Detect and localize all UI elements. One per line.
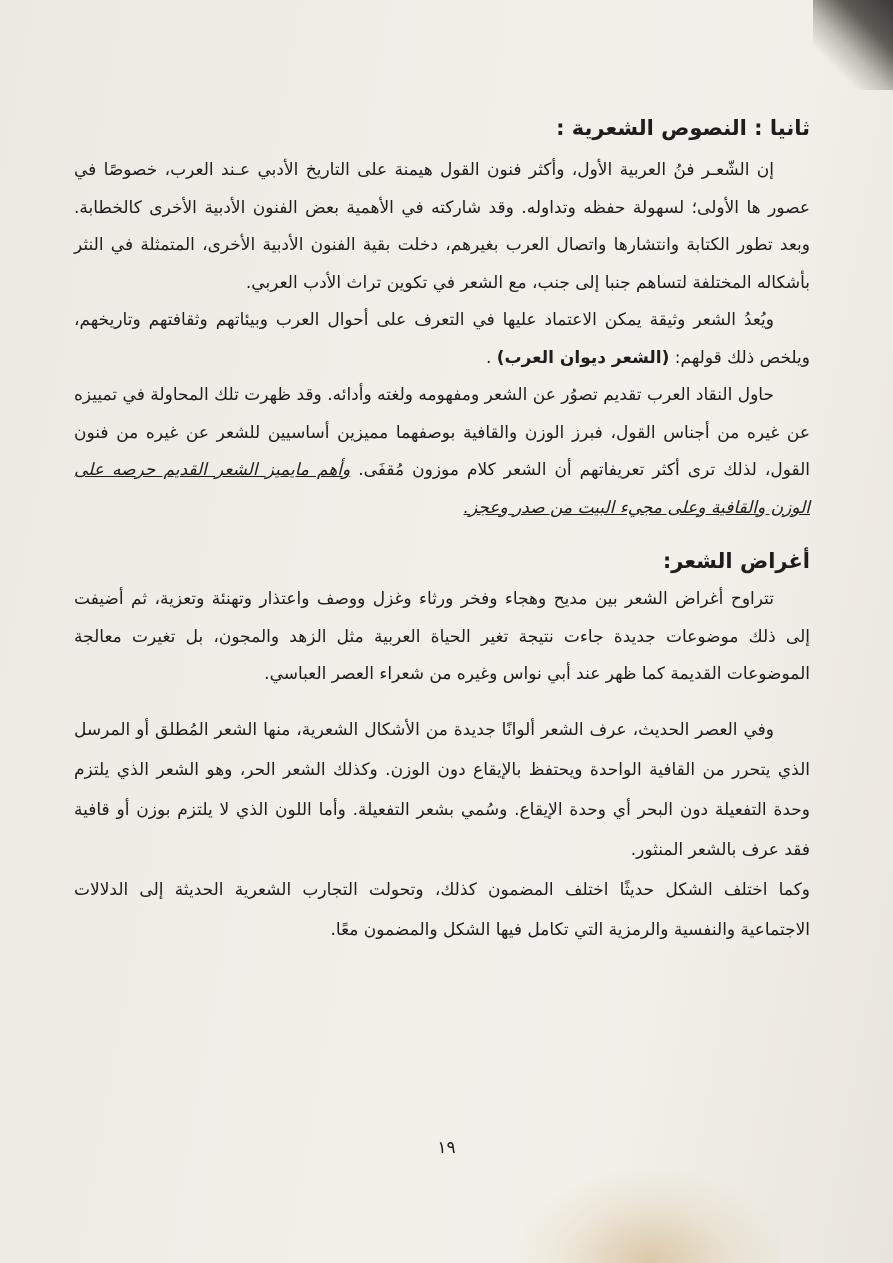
underlined-old-poetry-feature: وأهم مايميز الشعر القديم حرصه على الوزن والقافية وعلى مجيء البيت من صدر وعجز. [74,460,810,518]
quote-poetry-diwan: (الشعر ديوان العرب) [496,347,670,368]
paragraph-poetry-purposes: تتراوح أغراض الشعر بين مديح وهجاء وفخر ورثاء وغزل ووصف واعتذار وتهنئة وتعزية، ثم أضيفت إلى ذلك موضوعات جديدة جاءت نتيجة تغير الحياة العربية مثل الزهد والمجون، بل تغيرت معالجة الموضوعات القديمة كما ظهر عند أبي نواس وغيره من شعراء العصر العباسي. [74,589,810,684]
paragraph-modern-content: وكما اختلف الشكل حديثًا اختلف المضمون كذلك، وتحولت التجارب الشعرية الحديثة إلى الدلالات الاجتماعية والنفسية والرمزية التي تكامل فيها الشكل والمضمون معًا. [74,879,810,940]
paragraph-modern-poetry: وفي العصر الحديث، عرف الشعر ألوانًا جديدة من الأشكال الشعرية، منها الشعر المُطلق أو المرسل الذي يتحرر من القافية الواحدة ويحتفظ بالإيقاع دون الوزن. وكذلك الشعر الحر، وهو الشعر الذي يلتزم وحدة التفعيلة دون البحر أي وحدة الإيقاع. وسُمي بشعر التفعيلة. وأما اللون الذي لا يلتزم بوزن أو قافية فقد عرف بالشعر المنثور. [74,719,810,860]
page-number: ١٩ [437,1138,456,1158]
section-heading-poetry-purposes: أغراض الشعر: [662,549,810,573]
paragraph-poetry-document-end: . [485,347,497,368]
page-corner-shadow [813,0,893,90]
paragraph-poetry-document-text: ويُعدُ الشعر وثيقة يمكن الاعتماد عليها في التعرف على أحوال العرب وبيئاتهم وثقافتهم وتاريخهم، ويلخص ذلك قولهم: [74,310,810,368]
page-content [74,108,810,950]
section-heading-poetic-texts: ثانيا : النصوص الشعرية : [556,116,810,140]
paragraph-poetry-intro: إن الشّعـر فنُ العربية الأول، وأكثر فنون القول هيمنة على التاريخ الأدبي عـند العرب، خصوصًا في عصور ها الأولى؛ لسهولة حفظه وتداوله. وقد شاركته في الأهمية بعض الفنون الأدبية الأخرى كالخطابة. وبعد تطور الكتابة وانتشارها واتصال العرب بغيرهم، دخلت بقية الفنون الأدبية الأخرى، المتمثلة في النثر بأشكاله المختلفة لتساهم جنبا إلى جنب، مع الشعر في تكوين تراث الأدب العربي. [74,160,810,293]
paper-stain [520,1173,780,1263]
paragraph-critics-definition [74,377,810,527]
paragraph-poetry-document [74,302,810,377]
paragraph-critics-definition-text: حاول النقاد العرب تقديم تصوُر عن الشعر ومفهومه ولغته وأدائه. وقد ظهرت تلك المحاولة في تمييزه عن غيره من أجناس القول، فبرز الوزن والقافية بوصفهما مميزين أساسيين للشعر عن غيره من فنون القول، لذلك ترى أكثر تعريفاتهم أن الشعر كلام موزون مُقفَى. [74,385,810,480]
